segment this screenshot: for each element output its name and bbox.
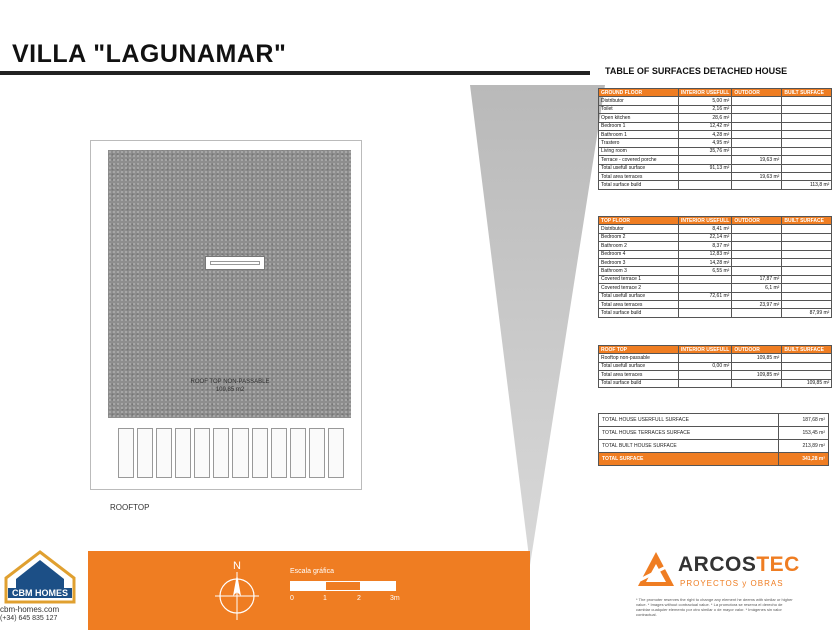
table-cell (782, 105, 832, 113)
table-cell (679, 309, 732, 317)
table-row (599, 181, 832, 189)
table-title: TABLE OF SURFACES DETACHED HOUSE (605, 66, 788, 76)
totals-value: 187,68 m² (779, 414, 829, 427)
table-cell (732, 130, 782, 138)
table-cell: Total usefull surface (599, 292, 679, 300)
table-cell: Bedroom 3 (599, 258, 679, 266)
table-cell: 35,76 m² (679, 147, 732, 155)
table-cell (732, 114, 782, 122)
table-cell: Toilet (599, 105, 679, 113)
table-cell: Terrace - covered porche (599, 156, 679, 164)
table-cell (732, 122, 782, 130)
table-cell: Total surface build (599, 379, 679, 387)
table-cell (679, 371, 732, 379)
table-cell (679, 275, 732, 283)
cbm-logo-text: CBM HOMES (12, 588, 68, 598)
scale-title: Escala gráfica (290, 568, 334, 575)
table-row (599, 284, 832, 292)
plan-caption: ROOFTOP (110, 503, 150, 512)
table-cell: Distributor (599, 97, 679, 105)
table-row (599, 114, 832, 122)
table-row (599, 379, 832, 387)
table-cell (782, 233, 832, 241)
graphic-scale (290, 568, 410, 613)
arcostec-name-b: TEC (756, 553, 800, 576)
table-cell: 17,87 m² (732, 275, 782, 283)
pergola-slat (252, 428, 268, 478)
arcostec-subtitle: PROYECTOS y OBRAS (680, 579, 784, 588)
table-cell: 113,8 m² (782, 181, 832, 189)
totals-value: 341,28 m² (779, 453, 829, 466)
north-label: N (233, 560, 241, 572)
table-cell (732, 258, 782, 266)
table-cell: 28,6 m² (679, 114, 732, 122)
table-header-cell: INTERIOR USEFULL (679, 89, 732, 97)
table-cell: Bedroom 1 (599, 122, 679, 130)
table-cell (782, 114, 832, 122)
table-cell: Covered terrace 2 (599, 284, 679, 292)
table-cell: Bathroom 3 (599, 267, 679, 275)
table-cell (732, 225, 782, 233)
table-row (599, 275, 832, 283)
table-cell (782, 130, 832, 138)
table-header-cell: TOP FLOOR (599, 217, 679, 225)
scale-tick: 0 (290, 595, 294, 602)
table-row (599, 242, 832, 250)
table-cell (679, 300, 732, 308)
pergola-slat (137, 428, 153, 478)
totals-row (599, 453, 829, 466)
table-header-cell: ROOF TOP (599, 346, 679, 354)
table-cell (732, 97, 782, 105)
arcostec-name (678, 553, 800, 577)
arcostec-name-a: ARCOS (678, 553, 757, 576)
scale-tick: 2 (357, 595, 361, 602)
title-rule (0, 71, 590, 75)
table-cell: Total area terraces (599, 172, 679, 180)
top-floor-table (598, 216, 832, 318)
totals-value: 213,89 m² (779, 440, 829, 453)
roof-label-area: 109,85 m2 (215, 387, 245, 393)
table-cell (732, 105, 782, 113)
table-cell (679, 354, 732, 362)
table-cell (732, 139, 782, 147)
table-cell (679, 379, 732, 387)
cbm-web: cbm-homes.com (0, 605, 60, 614)
table-cell (782, 275, 832, 283)
table-cell: Living room (599, 147, 679, 155)
pergola-slat (118, 428, 134, 478)
table-cell (782, 164, 832, 172)
table-cell (782, 97, 832, 105)
table-cell: Covered terrace 1 (599, 275, 679, 283)
pergola-slat (290, 428, 306, 478)
table-cell: 4,95 m² (679, 139, 732, 147)
table-cell (732, 267, 782, 275)
table-cell (732, 292, 782, 300)
table-cell: 91,13 m² (679, 164, 732, 172)
table-cell: Total surface build (599, 309, 679, 317)
table-cell (679, 181, 732, 189)
table-cell (732, 379, 782, 387)
table-row (599, 122, 832, 130)
table-row (599, 292, 832, 300)
pergola-slat (156, 428, 172, 478)
table-header-cell: GROUND FLOOR (599, 89, 679, 97)
table-row (599, 354, 832, 362)
table-cell: Bathroom 2 (599, 242, 679, 250)
table-cell (732, 250, 782, 258)
table-cell: 19,63 m² (732, 172, 782, 180)
table-header-cell: BUILT SURFACE (782, 346, 832, 354)
table-cell: Total area terraces (599, 300, 679, 308)
table-cell: Total surface build (599, 181, 679, 189)
table-cell (782, 225, 832, 233)
table-cell (782, 284, 832, 292)
table-row (599, 156, 832, 164)
pergola-slat (194, 428, 210, 478)
ground-floor-table (598, 88, 832, 190)
table-cell (782, 147, 832, 155)
table-cell (782, 267, 832, 275)
arcostec-mark-icon (636, 550, 676, 590)
table-cell (782, 122, 832, 130)
table-cell: 22,14 m² (679, 233, 732, 241)
table-header-cell: OUTDOOR (732, 346, 782, 354)
table-cell (782, 371, 832, 379)
table-header-cell: BUILT SURFACE (782, 217, 832, 225)
table-row (599, 139, 832, 147)
table-row (599, 225, 832, 233)
table-row (599, 233, 832, 241)
table-header-cell: OUTDOOR (732, 89, 782, 97)
table-cell (732, 147, 782, 155)
table-cell (782, 242, 832, 250)
skylight (205, 256, 265, 270)
table-cell (732, 242, 782, 250)
totals-label: TOTAL BUILT HOUSE SURFACE (599, 440, 779, 453)
table-cell: Distributor (599, 225, 679, 233)
table-cell: 87,99 m² (782, 309, 832, 317)
totals-label: TOTAL HOUSE USERFULL SURFACE (599, 414, 779, 427)
table-cell: 72,61 m² (679, 292, 732, 300)
totals-label: TOTAL HOUSE TERRACES SURFACE (599, 427, 779, 440)
table-cell: 19,63 m² (732, 156, 782, 164)
table-row (599, 258, 832, 266)
table-cell: 109,85 m² (732, 354, 782, 362)
table-cell: 109,85 m² (732, 371, 782, 379)
table-header-cell: BUILT SURFACE (782, 89, 832, 97)
table-row (599, 147, 832, 155)
table-row (599, 105, 832, 113)
scale-segment (360, 582, 395, 590)
table-cell: Total area terraces (599, 371, 679, 379)
pergola-slat (271, 428, 287, 478)
totals-row (599, 427, 829, 440)
table-cell: 12,42 m² (679, 122, 732, 130)
cbm-homes-logo (0, 548, 80, 630)
table-cell (782, 172, 832, 180)
table-cell (732, 233, 782, 241)
totals-table (598, 413, 829, 466)
arcostec-logo (636, 548, 800, 598)
table-cell (732, 181, 782, 189)
table-cell (782, 300, 832, 308)
table-header-cell: OUTDOOR (732, 217, 782, 225)
table-cell (679, 172, 732, 180)
table-row (599, 309, 832, 317)
table-row (599, 172, 832, 180)
scale-tick: 3m (390, 595, 400, 602)
north-arrow-icon (205, 558, 269, 622)
table-cell: 12,83 m² (679, 250, 732, 258)
table-cell: Bathroom 1 (599, 130, 679, 138)
pergola-slat (232, 428, 248, 478)
table-cell (732, 164, 782, 172)
pergola-slat (328, 428, 344, 478)
table-cell: Bedroom 2 (599, 233, 679, 241)
pergola-slat (213, 428, 229, 478)
table-cell: 6,55 m² (679, 267, 732, 275)
scale-segment (326, 582, 361, 590)
pergola-slat (309, 428, 325, 478)
totals-row (599, 414, 829, 427)
roof-top-table (598, 345, 832, 388)
disclaimer: * The promoter reserves the right to change any element he deems with similar or higher value. * Images without contractual value. * La promotora se reserva el derecho de cambiar cualquier elemento por otro similar o de mayor valor. * Imágenes sin valor contractual. (636, 597, 793, 617)
totals-value: 153,45 m² (779, 427, 829, 440)
table-cell: 23,97 m² (732, 300, 782, 308)
table-row (599, 300, 832, 308)
table-cell: 8,37 m² (679, 242, 732, 250)
table-header-cell: INTERIOR USEFULL (679, 217, 732, 225)
table-row (599, 164, 832, 172)
table-cell: 8,41 m² (679, 225, 732, 233)
cbm-house-icon (0, 548, 80, 604)
table-cell (679, 284, 732, 292)
scale-segment (291, 582, 326, 590)
table-cell (679, 156, 732, 164)
table-cell (782, 250, 832, 258)
table-cell (782, 354, 832, 362)
table-cell (782, 362, 832, 370)
table-cell: Open kitchen (599, 114, 679, 122)
pergola-slats (118, 428, 344, 478)
table-cell: 2,16 m² (679, 105, 732, 113)
table-header-cell: INTERIOR USEFULL (679, 346, 732, 354)
table-cell: 109,85 m² (782, 379, 832, 387)
scale-bar (290, 581, 396, 591)
totals-row (599, 440, 829, 453)
perspective-band (470, 85, 605, 565)
page-title: VILLA "LAGUNAMAR" (12, 40, 287, 68)
table-cell: Total usefull surface (599, 164, 679, 172)
roof-label-name: ROOF TOP NON-PASSABLE (190, 379, 270, 385)
table-cell: 6,1 m² (732, 284, 782, 292)
table-row (599, 97, 832, 105)
table-cell: 4,28 m² (679, 130, 732, 138)
table-row (599, 130, 832, 138)
roof-label (150, 378, 310, 394)
table-cell: 0,00 m² (679, 362, 732, 370)
table-cell (782, 139, 832, 147)
table-cell (732, 362, 782, 370)
pergola-slat (175, 428, 191, 478)
table-cell: Trastero (599, 139, 679, 147)
table-cell (782, 156, 832, 164)
table-cell: Rooftop non-passable (599, 354, 679, 362)
table-cell (732, 309, 782, 317)
table-row (599, 267, 832, 275)
table-cell: 14,28 m² (679, 258, 732, 266)
table-cell: 5,00 m² (679, 97, 732, 105)
totals-label: TOTAL SURFACE (599, 453, 779, 466)
scale-tick: 1 (323, 595, 327, 602)
table-row (599, 250, 832, 258)
table-cell (782, 292, 832, 300)
table-cell: Bedroom 4 (599, 250, 679, 258)
table-cell: Total usefull surface (599, 362, 679, 370)
table-row (599, 362, 832, 370)
table-cell (782, 258, 832, 266)
cbm-phone: (+34) 645 835 127 (0, 615, 58, 622)
table-row (599, 371, 832, 379)
